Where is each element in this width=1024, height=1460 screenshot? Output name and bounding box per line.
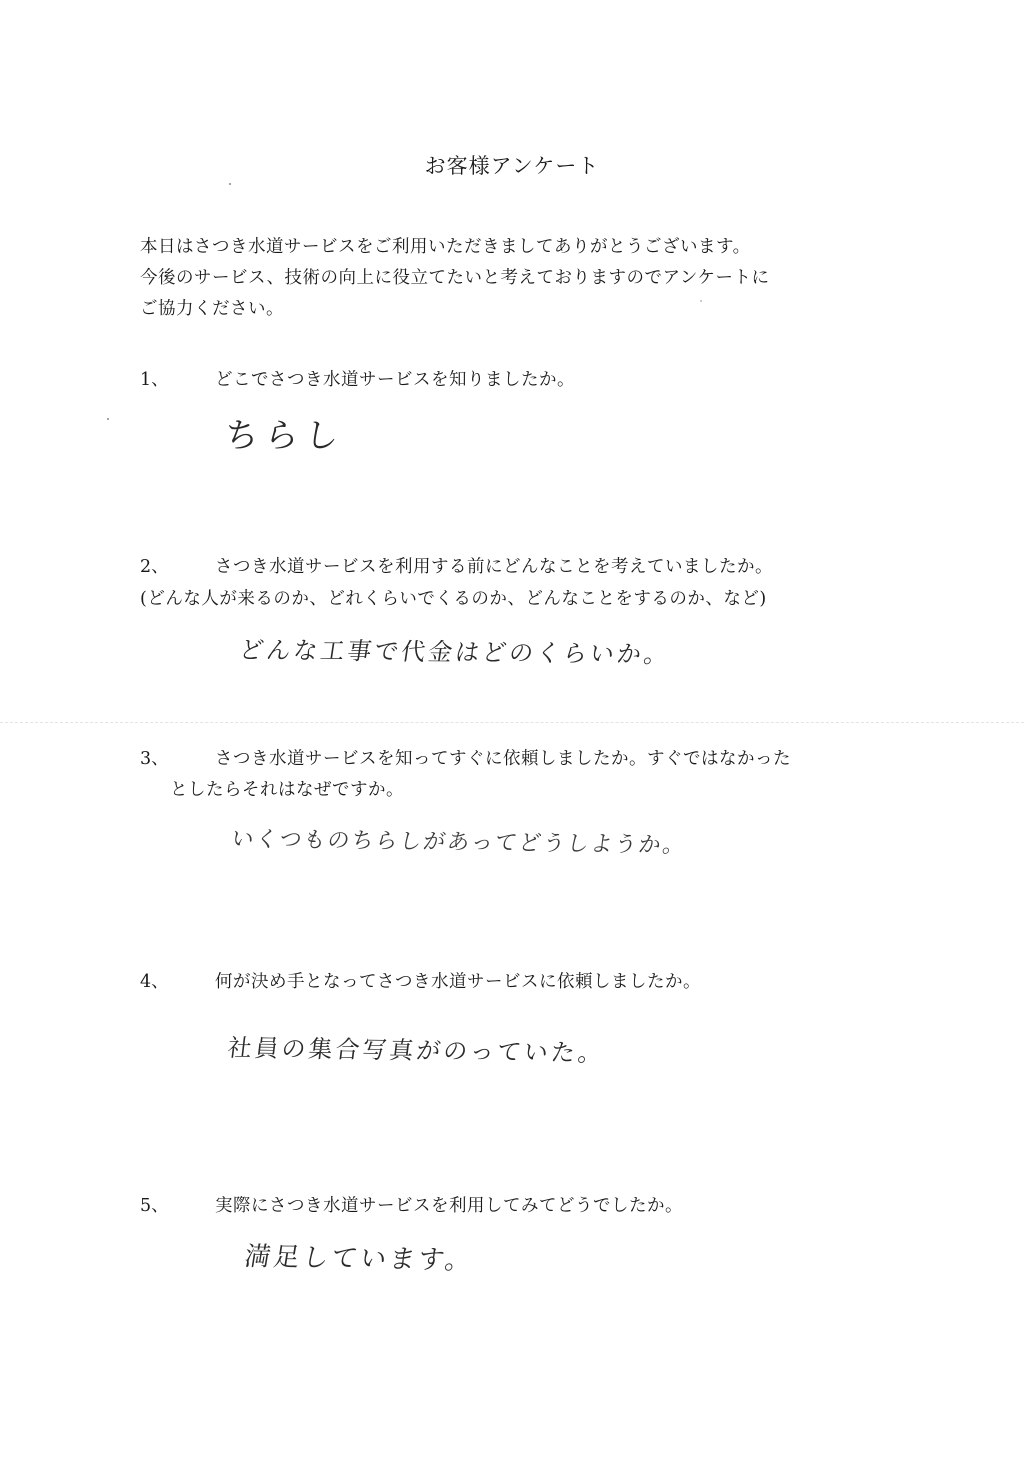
intro-line: 今後のサービス、技術の向上に役立てたいと考えておりますのでアンケートに (140, 268, 770, 288)
question-4-number: 4、 (140, 972, 169, 992)
question-2-note: (どんな人が来るのか、どれくらいでくるのか、どんなことをするのか、など) (140, 589, 767, 609)
question-4-answer: 社員の集合写真がのっていた。 (226, 1034, 607, 1068)
scan-speck (229, 183, 231, 185)
question-3-text: さつき水道サービスを知ってすぐに依頼しましたか。すぐではなかった (215, 749, 791, 769)
intro-line: 本日はさつき水道サービスをご利用いただきましてありがとうございます。 (140, 237, 751, 257)
scan-fold-line (0, 722, 1024, 723)
question-2-number: 2、 (140, 557, 169, 577)
question-3-text-continued: としたらそれはなぜですか。 (170, 780, 404, 800)
question-2-text: さつき水道サービスを利用する前にどんなことを考えていましたか。 (215, 557, 773, 577)
question-2-answer: どんな工事で代金はどのくらいか。 (237, 636, 674, 669)
intro-line: ご協力ください。 (140, 299, 284, 319)
question-5-text: 実際にさつき水道サービスを利用してみてどうでしたか。 (215, 1196, 683, 1216)
question-5-number: 5、 (140, 1196, 169, 1216)
question-3-answer: いくつものちらしがあってどうしようか。 (229, 827, 689, 859)
question-1-number: 1、 (140, 370, 169, 390)
question-1-text: どこでさつき水道サービスを知りましたか。 (215, 370, 575, 390)
survey-title: お客様アンケート (424, 154, 600, 178)
question-5-answer: 満足しています。 (242, 1242, 477, 1277)
intro-text (140, 232, 940, 325)
scan-speck (107, 418, 109, 420)
question-3-number: 3、 (140, 749, 169, 769)
question-1-answer: ちらし (222, 416, 347, 456)
question-4-text: 何が決め手となってさつき水道サービスに依頼しましたか。 (215, 972, 701, 992)
